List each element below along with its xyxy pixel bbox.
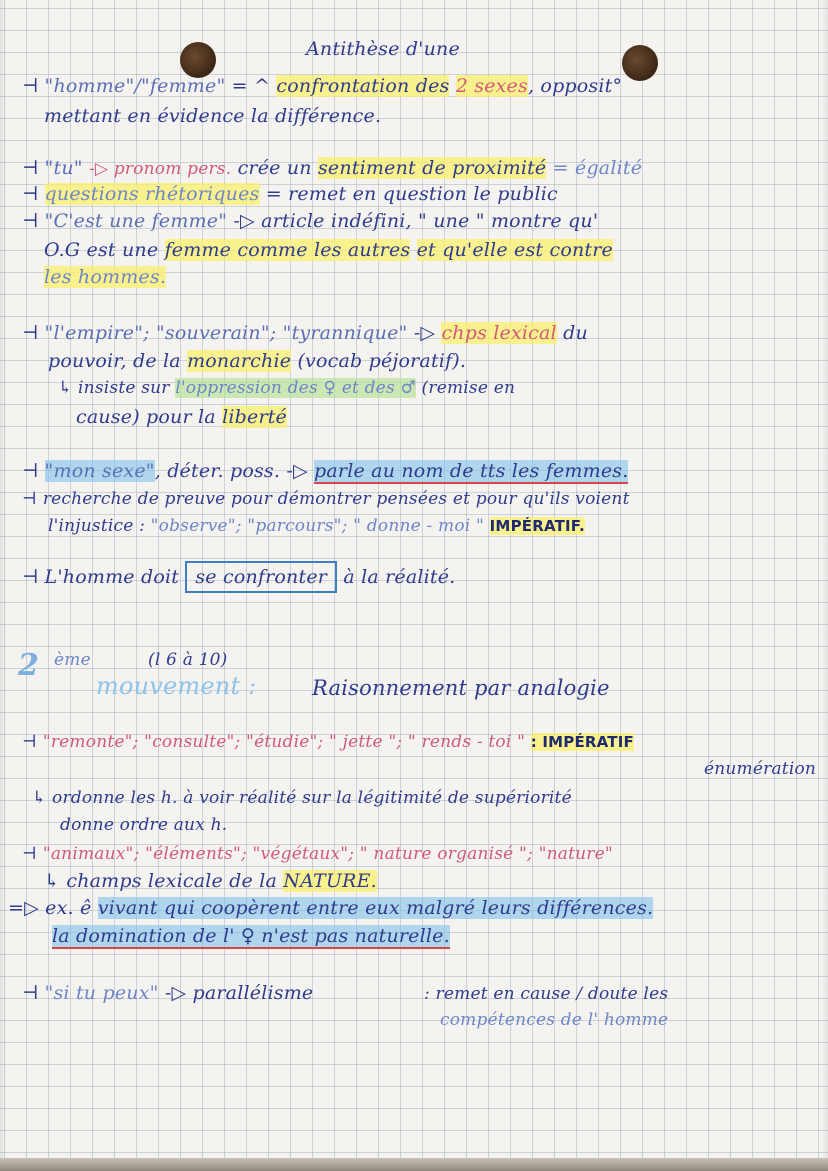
note-line	[22, 322, 588, 344]
bullet-dash: ⊣	[22, 566, 39, 588]
punch-hole-left	[180, 42, 216, 78]
note-text: (remise en	[421, 378, 516, 398]
highlighted-text: confrontation des	[276, 75, 450, 97]
note-line	[22, 844, 613, 864]
bullet-dash: ⊣	[22, 732, 37, 752]
highlighted-text: chps lexical	[441, 322, 557, 344]
quote-text: "l'empire"; "souverain"; "tyrannique"	[44, 322, 408, 344]
note-text: -▷	[413, 322, 436, 344]
note-line	[52, 925, 450, 947]
highlighted-text: questions rhétoriques	[44, 183, 260, 205]
section-label: mouvement :	[96, 672, 257, 700]
highlighted-text: liberté	[222, 406, 288, 428]
punch-hole-right	[622, 45, 658, 81]
note-text: , déter. poss. -▷	[154, 460, 308, 482]
highlighted-text: vivant qui coopèrent entre eux malgré leurs différences.	[97, 897, 654, 919]
note-line	[22, 566, 455, 588]
note-line: énumération	[704, 759, 817, 779]
note-line	[48, 516, 585, 536]
highlighted-text: et qu'elle est contre	[416, 239, 613, 261]
highlighted-text: : IMPÉRATIF	[530, 733, 634, 751]
note-text: du	[563, 322, 588, 344]
bullet-dash: ⊣	[22, 460, 39, 482]
quote-text: "homme"/"femme"	[44, 75, 226, 97]
highlighted-text: monarchie	[187, 350, 292, 372]
note-line	[44, 870, 377, 892]
note-text: = égalité	[552, 157, 643, 179]
quote-text: "remonte"; "consulte"; "étudie"; " jette "; " rends - toi "	[42, 732, 526, 752]
note-line	[22, 460, 628, 482]
note-line	[58, 378, 515, 398]
section-heading	[18, 648, 39, 683]
note-text: O.G est une	[44, 239, 159, 261]
note-line: ↳ ordonne les h. à voir réalité sur la légitimité de supériorité	[32, 788, 572, 808]
bullet-dash: ⊣	[22, 982, 39, 1004]
section-title: Raisonnement par analogie	[312, 676, 610, 700]
quote-text: "tu"	[44, 157, 83, 179]
note-line: donne ordre aux h.	[60, 815, 228, 835]
quote-text: "C'est une femme"	[44, 210, 228, 232]
note-line	[22, 489, 630, 509]
note-line: mettant en évidence la différence.	[44, 105, 382, 127]
bullet-dash: ⊣	[22, 489, 37, 509]
note-text: à la réalité.	[343, 566, 456, 588]
highlighted-text: l'oppression des ♀ et des ♂	[175, 378, 416, 398]
note-text: , opposit°	[527, 75, 623, 97]
note-line	[44, 266, 166, 288]
section-line-range: (l 6 à 10)	[148, 650, 228, 670]
note-text: -▷ pronom pers.	[88, 159, 232, 179]
bullet-dash: ⊣	[22, 75, 39, 97]
note-text: =▷ ex. ê	[8, 897, 92, 919]
note-text: pouvoir, de la	[48, 350, 181, 372]
section-number: 2	[18, 648, 40, 683]
note-line	[8, 897, 653, 919]
quote-text: "observe"; "parcours"; " donne - moi "	[150, 516, 485, 536]
section-superscript: ème	[54, 650, 91, 670]
note-text: ↳ insiste sur	[58, 378, 170, 398]
bullet-dash: ⊣	[22, 322, 39, 344]
note-text: = remet en question le public	[265, 183, 558, 205]
note-text: (vocab péjoratif).	[297, 350, 467, 372]
note-text: ↳ champs lexicale de la	[44, 870, 278, 892]
note-line	[48, 350, 466, 372]
note-text: -▷ parallélisme	[164, 982, 314, 1004]
bullet-dash: ⊣	[22, 844, 37, 864]
boxed-text: se confronter	[185, 561, 337, 593]
bullet-dash: ⊣	[22, 183, 39, 205]
note-line: : remet en cause / doute les	[424, 984, 669, 1004]
page-bottom-edge	[0, 1158, 828, 1171]
note-text: = ^	[231, 75, 271, 97]
bullet-dash: ⊣	[22, 210, 39, 232]
note-line	[22, 982, 313, 1004]
quote-text: "si tu peux"	[44, 982, 159, 1004]
highlighted-text: "mon sexe"	[44, 460, 155, 482]
highlighted-text: NATURE.	[283, 870, 377, 892]
highlighted-text: femme comme les autres	[164, 239, 411, 261]
note-line	[22, 75, 622, 97]
highlighted-text: parle au nom de tts les femmes.	[314, 460, 629, 482]
highlighted-text: IMPÉRATIF.	[489, 517, 585, 535]
note-line	[22, 183, 558, 205]
note-line: compétences de l' homme	[440, 1010, 669, 1030]
note-text: crée un	[237, 157, 312, 179]
bullet-dash: ⊣	[22, 157, 39, 179]
highlighted-text: sentiment de proximité	[317, 157, 547, 179]
note-text: -▷ article indéfini, " une " montre qu'	[233, 210, 599, 232]
note-text: cause) pour la	[76, 406, 216, 428]
page-title: Antithèse d'une	[306, 38, 460, 60]
note-text: recherche de preuve pour démontrer pensées et pour qu'ils voient	[42, 489, 630, 509]
note-line	[22, 210, 598, 232]
note-line	[22, 157, 642, 179]
note-text: l'injustice :	[48, 516, 146, 536]
note-line	[22, 732, 634, 752]
note-text: L'homme doit	[44, 566, 180, 588]
note-line	[44, 239, 613, 261]
highlighted-text: 2 sexes	[455, 75, 528, 97]
quote-text: "animaux"; "éléments"; "végétaux"; " nature organisé "; "nature"	[42, 844, 613, 864]
highlighted-text: la domination de l' ♀ n'est pas naturelle.	[52, 925, 450, 947]
note-line	[76, 406, 287, 428]
highlighted-text: les hommes.	[44, 266, 167, 288]
